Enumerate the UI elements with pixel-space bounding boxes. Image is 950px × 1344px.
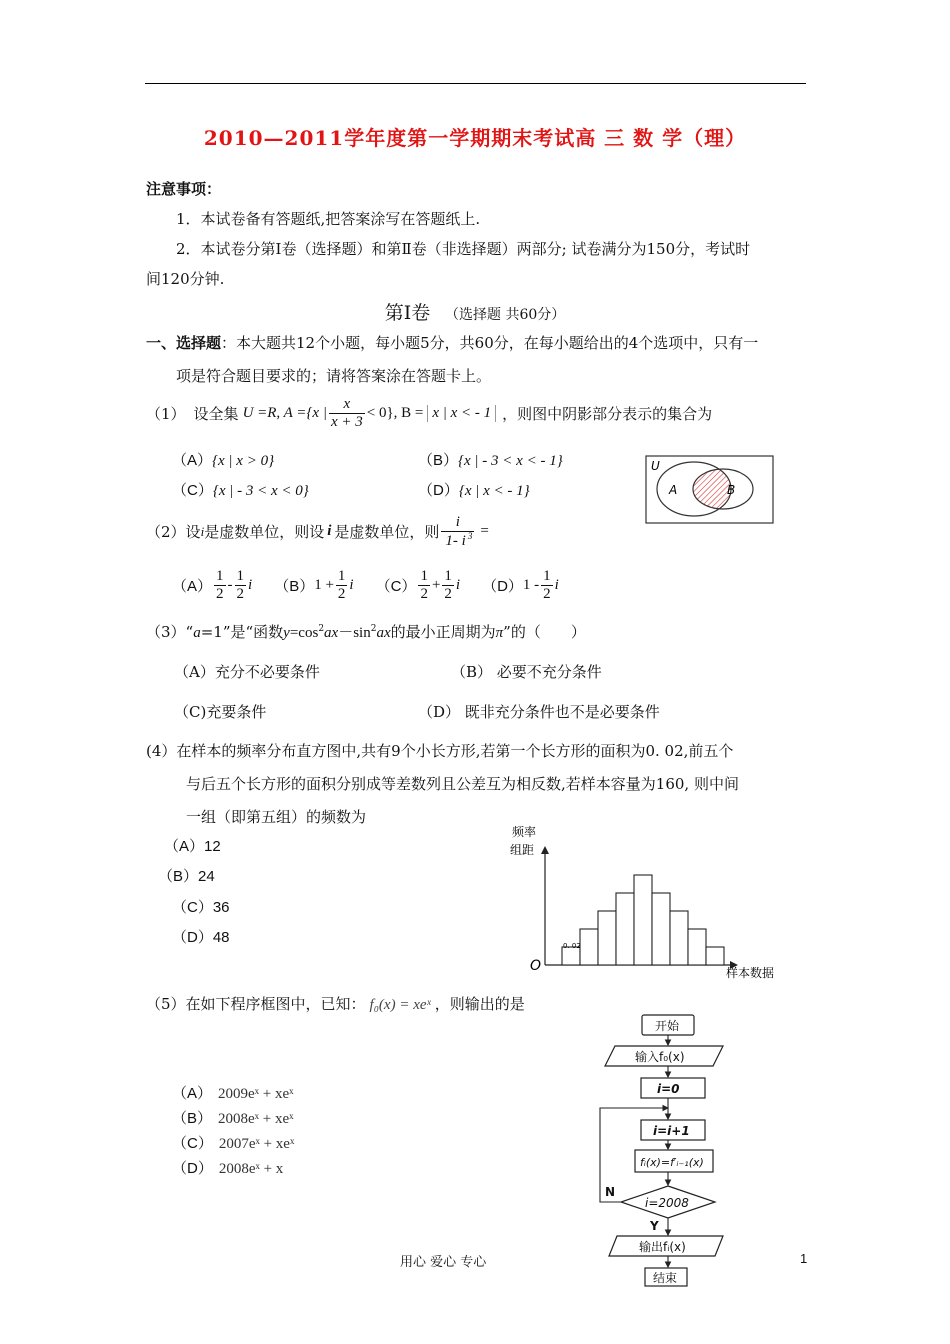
q3-ax-1: ax bbox=[324, 625, 339, 641]
q2-stem-3: 是虚数单位，则 bbox=[334, 523, 440, 541]
instructions-text: ：本大题共12个小题，每小题5分，共60分，在每小题给出的4个选项中，只有一 bbox=[221, 334, 759, 352]
q2-c-d2: 2 bbox=[444, 585, 452, 602]
q1-a-text: {x | x > 0} bbox=[212, 453, 275, 469]
q2-fraction bbox=[441, 514, 474, 549]
q2-number: （2） bbox=[146, 523, 186, 541]
q5-stem-pre: （5）在如下程序框图中，已知： bbox=[146, 995, 366, 1013]
q1-frac-num: x bbox=[329, 396, 365, 414]
flow-output-text: 输出fᵢ(x) bbox=[639, 1240, 686, 1254]
histogram-xlabel: 样本数据 bbox=[726, 966, 775, 980]
q1-c-label: （C） bbox=[172, 482, 213, 499]
q1-stem bbox=[146, 396, 712, 430]
q2-c-frac1 bbox=[418, 568, 430, 602]
q1-number: （1） bbox=[146, 404, 186, 423]
q2-a-op: - bbox=[227, 576, 233, 593]
q1-set-rest: < 0}, B = bbox=[366, 404, 424, 421]
venn-label-u: U bbox=[651, 459, 660, 473]
histogram-y-arrow bbox=[541, 846, 549, 854]
q1-fraction bbox=[329, 396, 365, 430]
q3-var-y: y bbox=[283, 625, 290, 641]
q1-set-b: x | x < - 1 bbox=[427, 405, 496, 422]
q1-option-b bbox=[418, 449, 563, 470]
q2-frac-den-wrap bbox=[441, 532, 474, 550]
q2-b-pre: 1 + bbox=[314, 576, 334, 593]
q5-formula: f₀(x) = xeˣ bbox=[369, 997, 431, 1013]
q3-stem-mid1: =1”是“函数 bbox=[200, 623, 284, 641]
q1-d-text: {x | x < - 1} bbox=[458, 483, 530, 499]
q5-d-label: （D） bbox=[172, 1160, 213, 1177]
q3-var-a: a bbox=[193, 625, 201, 641]
flow-input-text: 输入f₀(x) bbox=[635, 1050, 685, 1064]
q2-c-label: （C） bbox=[375, 577, 417, 595]
q2-b-label: （B） bbox=[274, 577, 315, 595]
footer-text: 用心 爱心 专心 bbox=[400, 1255, 487, 1270]
q3-stem-mid4: 的最小正周期为 bbox=[390, 623, 496, 641]
q2-d-n: 1 bbox=[543, 568, 551, 584]
page-title: 2010—2011学年度第一学期期末考试高 三 数 学（理） bbox=[203, 126, 747, 150]
histogram-bar-5 bbox=[634, 875, 652, 965]
q3-stem-end: ”的（ ） bbox=[503, 623, 586, 641]
flow-init-text: i=0 bbox=[657, 1082, 680, 1096]
q5-flowchart bbox=[595, 1010, 735, 1290]
notes-item-2-line1: 2．本试卷分第Ⅰ卷（选择题）和第Ⅱ卷（非选择题）两部分; 试卷满分为150分，考试时 bbox=[176, 240, 751, 258]
q2-c-n2: 1 bbox=[444, 568, 452, 584]
histogram-bar-3 bbox=[598, 911, 616, 965]
section-subtitle: （选择题 共60分） bbox=[445, 307, 566, 323]
q1-option-d bbox=[418, 479, 530, 500]
q2-b-i: i bbox=[349, 576, 354, 593]
q2-d-pre: 1 - bbox=[522, 576, 540, 593]
q1-stem-prefix: 设全集 bbox=[193, 404, 239, 423]
q5-stem bbox=[146, 993, 525, 1014]
q2-d-frac bbox=[541, 568, 553, 602]
q1-c-text: {x | - 3 < x < 0} bbox=[212, 483, 309, 499]
q2-stem bbox=[146, 514, 489, 549]
flow-end-text: 结束 bbox=[653, 1271, 678, 1285]
q3-option-b: （B） 必要不充分条件 bbox=[451, 663, 602, 681]
q2-stem-2: 是虚数单位，则设 bbox=[204, 523, 325, 541]
section-heading bbox=[0, 298, 950, 325]
q2-c-i: i bbox=[455, 576, 461, 593]
q2-c-d1: 2 bbox=[420, 585, 428, 602]
q2-options bbox=[172, 568, 559, 602]
q2-a-n2: 1 bbox=[236, 568, 245, 584]
q5-option-c bbox=[172, 1132, 294, 1153]
q2-a-label: （A） bbox=[172, 577, 213, 595]
flow-cond-text: i=2008 bbox=[645, 1196, 689, 1210]
instructions-label: 一、选择题 bbox=[146, 334, 222, 352]
q1-option-a bbox=[172, 449, 274, 470]
q5-a-label: （A） bbox=[172, 1085, 213, 1102]
histogram-origin: O bbox=[530, 958, 542, 974]
q2-b-frac bbox=[336, 568, 348, 602]
venn-label-b: B bbox=[727, 483, 736, 497]
q2-c-op: + bbox=[431, 576, 441, 593]
q3-sup-2: 2 bbox=[370, 624, 377, 634]
histogram-bar-9 bbox=[706, 947, 724, 965]
q2-a-d1: 2 bbox=[216, 585, 224, 602]
q3-ax-2: ax bbox=[376, 625, 391, 641]
q5-option-b bbox=[172, 1107, 293, 1128]
section-instructions-line1 bbox=[146, 332, 758, 353]
flow-incr-text: i=i+1 bbox=[653, 1124, 690, 1138]
q2-a-i: i bbox=[248, 576, 253, 593]
q5-option-a bbox=[172, 1082, 293, 1103]
q3-stem-pre: （3）“ bbox=[146, 623, 194, 641]
q4-option-c: （C）36 bbox=[172, 899, 230, 916]
q4-histogram bbox=[500, 820, 800, 985]
q5-a-text: 2009eˣ + xeˣ bbox=[218, 1086, 294, 1102]
q5-b-text: 2008eˣ + xeˣ bbox=[218, 1111, 294, 1127]
q1-set-u: U =R, A ={x | bbox=[242, 404, 327, 421]
histogram-bars bbox=[562, 875, 724, 965]
q4-option-d: （D）48 bbox=[172, 929, 230, 946]
notes-heading: 注意事项： bbox=[146, 180, 222, 198]
notes-item-2-line2: 间120分钟. bbox=[146, 270, 225, 288]
q3-option-d: （D） 既非充分条件也不是必要条件 bbox=[418, 703, 660, 721]
histogram-bar-8 bbox=[688, 929, 706, 965]
venn-label-a: A bbox=[669, 483, 678, 497]
q2-a-d2: 2 bbox=[236, 585, 245, 602]
q3-pi: π bbox=[495, 625, 504, 641]
q2-c-n1: 1 bbox=[420, 568, 428, 584]
histogram-bar-4 bbox=[616, 893, 634, 965]
header-rule bbox=[145, 83, 806, 84]
q2-d-i: i bbox=[554, 576, 559, 593]
q5-d-text: 2008eˣ + x bbox=[218, 1161, 284, 1177]
section-title: 第Ⅰ卷 bbox=[384, 302, 431, 324]
notes-item-1: 1．本试卷备有答题纸,把答案涂写在答题纸上. bbox=[176, 210, 481, 228]
section-instructions-line2: 项是符合题目要求的；请将答案涂在答题卡上。 bbox=[176, 367, 492, 385]
q5-c-text: 2007eˣ + xeˣ bbox=[218, 1136, 295, 1152]
histogram-bar-2 bbox=[580, 929, 598, 965]
q1-option-c bbox=[172, 479, 309, 500]
q1-b-text: {x | - 3 < x < - 1} bbox=[458, 453, 563, 469]
q4-stem-line2: 与后五个长方形的面积分别成等差数列且公差互为相反数,若样本容量为160, 则中间 bbox=[186, 775, 739, 793]
q1-venn-diagram bbox=[645, 455, 775, 525]
q2-a-n1: 1 bbox=[216, 568, 224, 584]
q2-equals: = bbox=[480, 523, 489, 539]
q4-option-a: （A）12 bbox=[164, 838, 221, 855]
flow-start-text: 开始 bbox=[655, 1019, 680, 1033]
histogram-ylabel-bottom: 组距 bbox=[510, 843, 535, 857]
q2-b-n: 1 bbox=[337, 568, 346, 584]
q5-b-label: （B） bbox=[172, 1110, 213, 1127]
q4-option-b: （B）24 bbox=[158, 868, 215, 885]
histogram-bar-7 bbox=[670, 911, 688, 965]
q3-stem-mid3: －sin bbox=[338, 625, 371, 641]
q1-d-label: （D） bbox=[418, 482, 459, 499]
histogram-bar-6 bbox=[652, 893, 670, 965]
q2-b-d: 2 bbox=[337, 585, 346, 602]
q3-option-c: （C)充要条件 bbox=[174, 703, 267, 721]
q4-stem-line3: 一组（即第五组）的频数为 bbox=[186, 808, 367, 826]
q2-d-label: （D） bbox=[482, 577, 523, 595]
q1-a-label: （A） bbox=[172, 452, 213, 469]
histogram-ylabel-top: 频率 bbox=[512, 825, 537, 839]
flow-yes-label: Y bbox=[650, 1219, 659, 1233]
q5-c-label: （C） bbox=[172, 1135, 213, 1152]
q1-b-label: （B） bbox=[418, 452, 459, 469]
q3-stem-mid2: =cos bbox=[289, 625, 319, 641]
q3-stem bbox=[146, 621, 586, 642]
q2-stem-1: 设 bbox=[185, 523, 201, 541]
page-number: 1 bbox=[800, 1251, 808, 1266]
q5-option-d bbox=[172, 1157, 283, 1178]
q2-frac-den: 1- i bbox=[445, 532, 466, 549]
q2-i-2: i bbox=[327, 523, 332, 539]
q2-a-frac2 bbox=[235, 568, 247, 602]
q5-stem-post: ，则输出的是 bbox=[434, 995, 525, 1013]
q2-frac-num: i bbox=[441, 514, 474, 532]
histogram-first-label: 0. 02 bbox=[563, 942, 581, 950]
q1-stem-suffix: ，则图中阴影部分表示的集合为 bbox=[502, 404, 713, 423]
q2-c-frac2 bbox=[442, 568, 454, 602]
q2-a-frac1 bbox=[214, 568, 226, 602]
q2-d-d: 2 bbox=[543, 585, 551, 602]
q3-sup-1: 2 bbox=[318, 624, 325, 634]
q2-frac-den-sup: 3 bbox=[467, 530, 473, 541]
flow-no-label: N bbox=[605, 1185, 616, 1199]
q3-option-a: （A）充分不必要条件 bbox=[174, 663, 320, 681]
flow-assign-text: fᵢ(x)=f′ᵢ₋₁(x) bbox=[640, 1156, 704, 1169]
q4-stem-line1: (4）在样本的频率分布直方图中,共有9个小长方形,若第一个长方形的面积为0. 02,前五个 bbox=[146, 742, 734, 760]
q2-i-1: i bbox=[200, 523, 205, 539]
q1-frac-den: x + 3 bbox=[330, 413, 363, 430]
